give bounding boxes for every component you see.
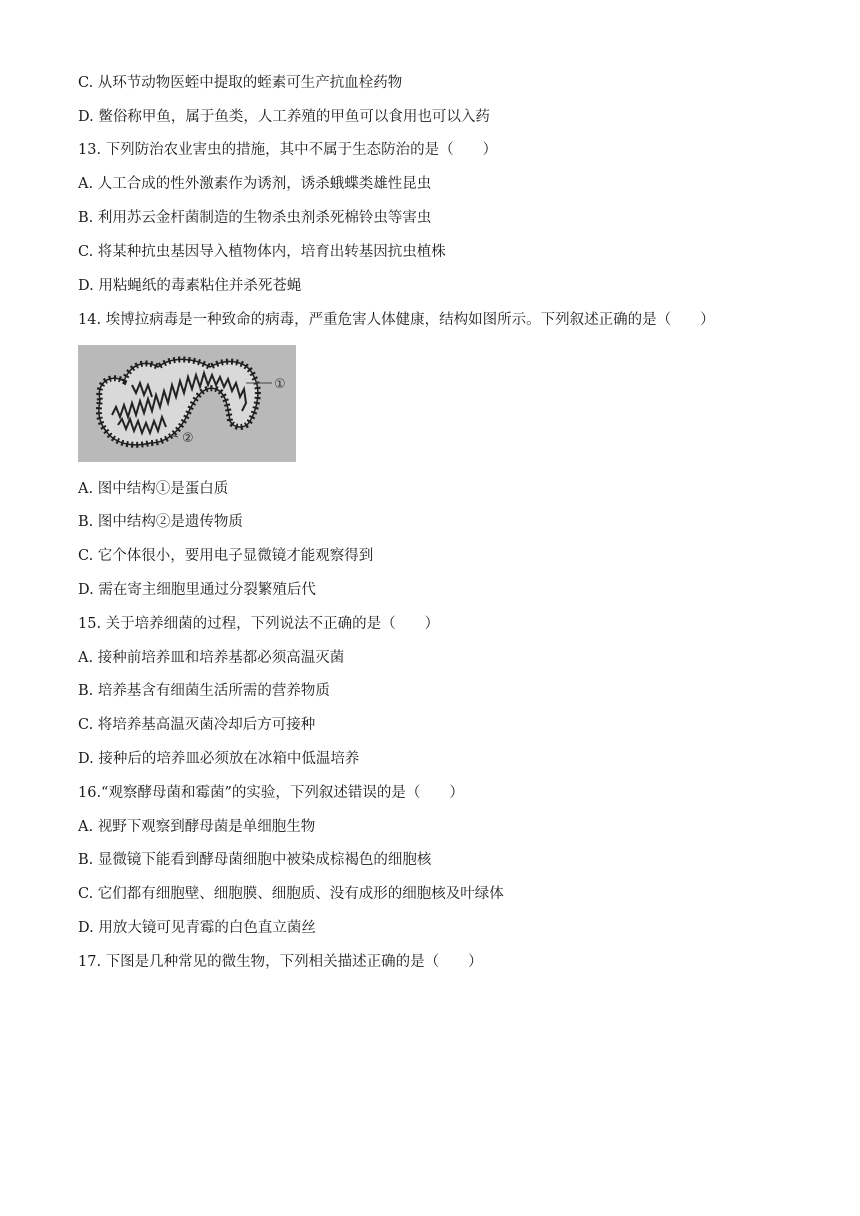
option-15b: B. 培养基含有细菌生活所需的营养物质 (78, 683, 330, 699)
option-16b: B. 显微镜下能看到酵母菌细胞中被染成棕褐色的细胞核 (78, 852, 432, 868)
option-12c: C. 从环节动物医蛭中提取的蛭素可生产抗血栓药物 (78, 75, 403, 91)
option-14b: B. 图中结构②是遗传物质 (78, 514, 243, 530)
option-13b: B. 利用苏云金杆菌制造的生物杀虫剂杀死棉铃虫等害虫 (78, 210, 432, 226)
ebola-virus-figure (78, 345, 296, 462)
question-13: 13. 下列防治农业害虫的措施，其中不属于生态防治的是（ ） (78, 142, 498, 158)
option-14c: C. 它个体很小，要用电子显微镜才能观察得到 (78, 548, 374, 564)
option-13c: C. 将某种抗虫基因导入植物体内，培育出转基因抗虫植株 (78, 244, 446, 260)
question-15: 15. 关于培养细菌的过程，下列说法不正确的是（ ） (78, 616, 440, 632)
option-12d: D. 鳖俗称甲鱼，属于鱼类，人工养殖的甲鱼可以食用也可以入药 (78, 109, 490, 125)
option-16d: D. 用放大镜可见青霉的白色直立菌丝 (78, 920, 316, 936)
option-13d: D. 用粘蝇纸的毒素粘住并杀死苍蝇 (78, 278, 302, 294)
question-16: 16.“观察酵母菌和霉菌”的实验，下列叙述错误的是（ ） (78, 785, 464, 801)
option-16c: C. 它们都有细胞壁、细胞膜、细胞质、没有成形的细胞核及叶绿体 (78, 886, 504, 902)
option-15d: D. 接种后的培养皿必须放在冰箱中低温培养 (78, 751, 360, 767)
figure-label-1: ① (274, 377, 286, 392)
question-14: 14. 埃博拉病毒是一种致命的病毒，严重危害人体健康，结构如图所示。下列叙述正确的是（ ） (78, 312, 715, 328)
option-13a: A. 人工合成的性外激素作为诱剂，诱杀蛾蝶类雄性昆虫 (78, 176, 432, 192)
option-15a: A. 接种前培养皿和培养基都必须高温灭菌 (78, 650, 345, 666)
question-17: 17. 下图是几种常见的微生物，下列相关描述正确的是（ ） (78, 954, 483, 970)
virus-diagram (78, 345, 296, 462)
option-14d: D. 需在寄主细胞里通过分裂繁殖后代 (78, 582, 316, 598)
option-16a: A. 视野下观察到酵母菌是单细胞生物 (78, 819, 316, 835)
option-15c: C. 将培养基高温灭菌冷却后方可接种 (78, 717, 316, 733)
option-14a: A. 图中结构①是蛋白质 (78, 481, 229, 497)
figure-label-2: ② (182, 431, 194, 446)
